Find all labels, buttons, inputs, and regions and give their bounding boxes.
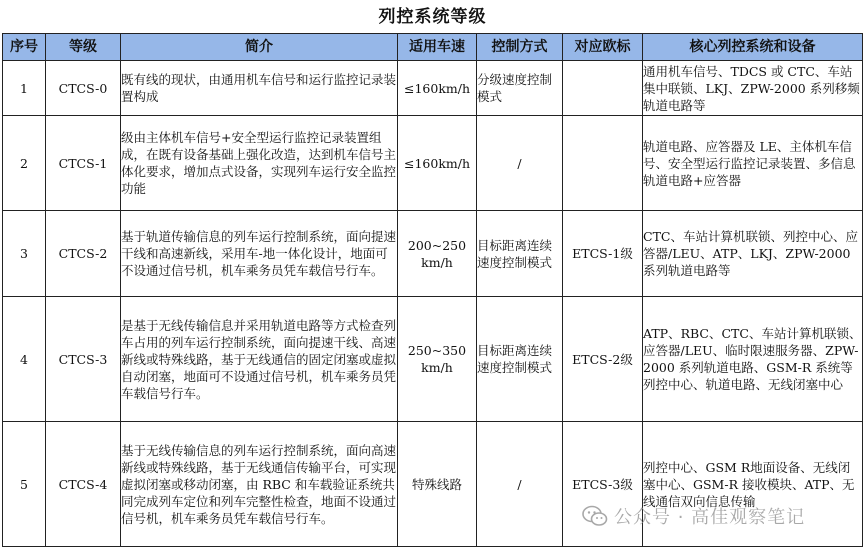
table-row [3,116,863,211]
cell-no: 4 [3,297,46,422]
cell-speed: 200~250 km/h [398,211,477,297]
header-level: 等级 [46,34,121,61]
table-row [3,61,863,116]
cell-desc: 是基于无线传输信息并采用轨道电路等方式检查列车占用的列车运行控制系统，面向提速干线、高速新线或特殊线路，基于无线通信的固定闭塞或虚拟自动闭塞，地面可不设通过信号机，机车乘务员凭车载信号行车。 [121,297,398,422]
cell-level: CTCS-0 [46,61,121,116]
cell-control: 目标距离连续速度控制模式 [477,297,563,422]
cell-etcs [563,116,643,211]
cell-etcs: ETCS-1级 [563,211,643,297]
cell-systems: 列控中心、GSM R地面设备、无线闭塞中心、GSM-R 接收模块、ATP、无线通信双向信息传输 [643,422,863,547]
cell-speed: ≤160km/h [398,116,477,211]
cell-level: CTCS-4 [46,422,121,547]
header-speed: 适用车速 [398,34,477,61]
cell-desc: 级由主体机车信号+安全型运行监控记录装置组成，在既有设备基础上强化改造，达到机车信号主体化要求，增加点式设备，实现列车运行安全监控功能 [121,116,398,211]
cell-speed: 250~350 km/h [398,297,477,422]
header-no: 序号 [3,34,46,61]
header-systems: 核心列控系统和设备 [643,34,863,61]
cell-systems: CTC、车站计算机联锁、列控中心、应答器/LEU、ATP、LKJ、ZPW-2000 系列轨道电路等 [643,211,863,297]
cell-level: CTCS-1 [46,116,121,211]
cell-level: CTCS-3 [46,297,121,422]
header-row [3,34,863,61]
cell-etcs [563,61,643,116]
table-row [3,422,863,547]
cell-control: / [477,116,563,211]
table-row [3,297,863,422]
cell-speed: 特殊线路 [398,422,477,547]
cell-systems: 轨道电路、应答器及 LE、主体机车信号、安全型运行监控记录装置、多信息轨道电路+应答器 [643,116,863,211]
cell-etcs: ETCS-2级 [563,297,643,422]
cell-no: 1 [3,61,46,116]
cell-control: 分级速度控制模式 [477,61,563,116]
cell-desc: 基于轨道传输信息的列车运行控制系统，面向提速干线和高速新线，采用车-地一体化设计，地面可不设通过信号机，机车乘务员凭车载信号行车。 [121,211,398,297]
cell-desc: 基于无线传输信息的列车运行控制系统，面向高速新线或特殊线路，基于无线通信传输平台，可实现虚拟闭塞或移动闭塞，由 RBC 和车载验证系统共同完成列车定位和列车完整性检查，地面不设通过信号机，机车乘务员凭车载信号行车。 [121,422,398,547]
cell-systems: ATP、RBC、CTC、车站计算机联锁、应答器/LEU、临时限速服务器、ZPW-2000 系列轨道电路、GSM-R 系统等列控中心、轨道电路、无线闭塞中心 [643,297,863,422]
cell-systems: 通用机车信号、TDCS 或 CTC、车站集中联锁、LKJ、ZPW-2000 系列移频轨道电路等 [643,61,863,116]
cell-no: 2 [3,116,46,211]
header-desc: 简介 [121,34,398,61]
table-row [3,211,863,297]
cell-level: CTCS-2 [46,211,121,297]
ctcs-level-table [2,33,863,547]
table-title: 列控系统等级 [378,7,487,27]
cell-speed: ≤160km/h [398,61,477,116]
watermark-text: 公众号 · 高佳观察笔记 [614,507,806,528]
cell-control: / [477,422,563,547]
cell-no: 3 [3,211,46,297]
cell-desc: 既有线的现状，由通用机车信号和运行监控记录装置构成 [121,61,398,116]
header-control: 控制方式 [477,34,563,61]
cell-control: 目标距离连续速度控制模式 [477,211,563,297]
cell-no: 5 [3,422,46,547]
cell-etcs: ETCS-3级 [563,422,643,547]
header-etcs: 对应欧标 [563,34,643,61]
